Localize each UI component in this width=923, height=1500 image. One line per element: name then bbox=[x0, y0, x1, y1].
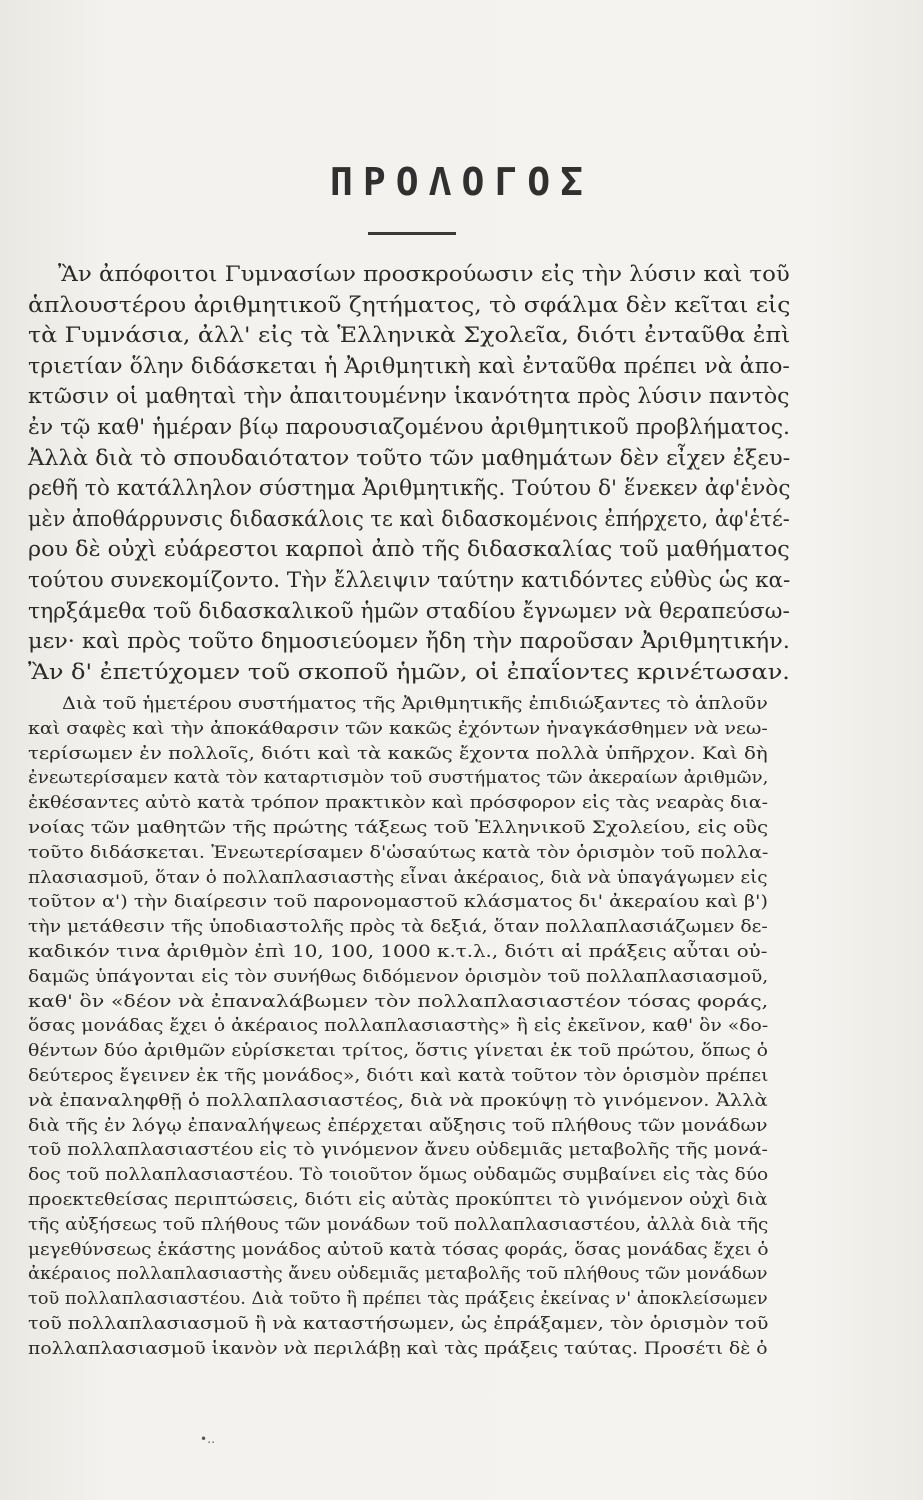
text-line: θέντων δύο ἀριθμῶν εὑρίσκεται τρίτος, ὅστις γίνεται ἐκ τοῦ πρώτου, ὅπως ὁ bbox=[28, 1041, 768, 1062]
text-line: τηρξάμεθα τοῦ διδασκαλικοῦ ἡμῶν σταδίου ἔγνωμεν νὰ θεραπεύσω- bbox=[28, 598, 790, 624]
text-line: ἐν τῷ καθ' ἡμέραν βίῳ παρουσιαζομένου ἀριθμητικοῦ προβλήματος. bbox=[28, 415, 791, 440]
text-line: μεγεθύνσεως ἑκάστης μονάδος αὐτοῦ κατὰ τόσας φοράς, ὅσας μονάδας ἔχει ὁ bbox=[28, 1239, 769, 1260]
text-line: Ἂν ἀπόφοιτοι Γυμνασίων προσκρούωσιν εἰς τὴν λύσιν καὶ τοῦ bbox=[58, 262, 790, 287]
text-line: τοῦτον α') τὴν διαίρεσιν τοῦ παρονομαστοῦ κλάσματος δι' ἀκεραίου καὶ β') bbox=[28, 892, 768, 913]
text-line: καὶ σαφὲς καὶ τὴν ἀποκάθαρσιν τῶν κακῶς ἐχόντων ἠναγκάσθημεν νὰ νεω- bbox=[28, 718, 768, 739]
text-line: ἐκθέσαντες αὐτὸ κατὰ τρόπον πρακτικὸν καὶ πρόσφορον εἰς τὰς νεαρὰς δια- bbox=[28, 793, 768, 814]
text-line: δος τοῦ πολλαπλασιαστέου. Τὸ τοιοῦτον ὅμως οὐδαμῶς συμβαίνει εἰς τὰς δύο bbox=[28, 1165, 769, 1186]
text-line: ἀκέραιος πολλαπλασιαστὴς ἄνευ οὐδεμιᾶς μεταβολῆς τοῦ πλήθους τῶν μονάδων bbox=[28, 1264, 768, 1285]
text-line: Ἀλλὰ διὰ τὸ σπουδαιότατον τοῦτο τῶν μαθημάτων δὲν εἶχεν ἐξευ- bbox=[28, 445, 791, 471]
text-line: καθ' ὃν «δέον νὰ ἐπαναλάβωμεν τὸν πολλαπλασιαστέον τόσας φοράς, bbox=[28, 991, 769, 1012]
text-line: τοῦ πολλαπλασιαστέου. Διὰ τοῦτο ἢ πρέπει τὰς πράξεις ἐκείνας ν' ἀποκλείσωμεν bbox=[28, 1289, 768, 1310]
text-line: μεν· καὶ πρὸς τοῦτο δημοσιεύομεν ἤδη τὴν παροῦσαν Ἀριθμητικήν. bbox=[28, 629, 790, 655]
text-line: τερίσωμεν ἐν πολλοῖς, διότι καὶ τὰ κακῶς ἔχοντα πολλὰ ὑπῆρχον. Καὶ δὴ bbox=[28, 743, 768, 764]
text-line: ἁπλουστέρου ἀριθμητικοῦ ζητήματος, τὸ σφάλμα δὲν κεῖται εἰς bbox=[28, 292, 791, 318]
text-line: τούτου συνεκομίζοντο. Τὴν ἔλλειψιν ταύτην κατιδόντες εὐθὺς ὡς κα- bbox=[28, 568, 791, 593]
text-line: ρου δὲ οὐχὶ εὐάρεστοι καρποὶ ἀπὸ τῆς διδασκαλίας τοῦ μαθήματος bbox=[28, 537, 790, 563]
page-title: ΠΡΟΛΟΓΟΣ bbox=[329, 160, 594, 204]
text-line: προεκτεθείσας περιπτώσεις, διότι εἰς αὐτὰς προκύπτει τὸ γινόμενον οὐχὶ διὰ bbox=[28, 1190, 768, 1210]
text-line: Διὰ τοῦ ἡμετέρου συστήματος τῆς Ἀριθμητικῆς ἐπιδιώξαντες τὸ ἁπλοῦν bbox=[62, 694, 768, 714]
ink-smudge: •‥ bbox=[200, 1432, 216, 1446]
text-line: τὰ Γυμνάσια, ἀλλ' εἰς τὰ Ἑλληνικὰ Σχολεῖα, διότι ἐνταῦθα ἐπὶ bbox=[28, 323, 791, 349]
text-line: ρεθῆ τὸ κατάλληλον σύστημα Ἀριθμητικῆς. Τούτου δ' ἕνεκεν ἀφ'ἑνὸς bbox=[28, 476, 791, 502]
text-line: τοῦ πολλαπλασιασμοῦ ἢ νὰ καταστήσωμεν, ὡς ἐπράξαμεν, τὸν ὁρισμὸν τοῦ bbox=[28, 1314, 769, 1334]
text-line: μὲν ἀποθάρρυνσις διδασκάλοις τε καὶ διδασκομένοις ἐπήρχετο, ἀφ'ἑτέ- bbox=[28, 506, 790, 532]
title-rule bbox=[368, 232, 456, 235]
text-line: Ἂν δ' ἐπετύχομεν τοῦ σκοποῦ ἡμῶν, οἱ ἐπαΐοντες κρινέτωσαν. bbox=[28, 659, 790, 685]
text-line: δαμῶς ὑπάγονται εἰς τὸν συνήθως διδόμενον ὁρισμὸν τοῦ πολλαπλασιασμοῦ, bbox=[28, 966, 769, 987]
text-line: διὰ τῆς ἐν λόγῳ ἐπαναλήψεως ἐπέρχεται αὔξησις τοῦ πλήθους τῶν μονάδων bbox=[28, 1115, 768, 1136]
text-line: τὴν μετάθεσιν τῆς ὑποδιαστολῆς πρὸς τὰ δεξιά, ὅταν πολλαπλασιάζωμεν δε- bbox=[28, 917, 768, 938]
text-line: τοῦτο διδάσκεται. Ἐνεωτερίσαμεν δ'ὡσαύτως κατὰ τὸν ὁρισμὸν τοῦ πολλα- bbox=[28, 842, 769, 863]
text-line: πολλαπλασιασμοῦ ἱκανὸν νὰ περιλάβῃ καὶ τὰς πράξεις ταύτας. Προσέτι δὲ ὁ bbox=[28, 1338, 768, 1359]
text-line: κτῶσιν οἱ μαθηταὶ τὴν ἀπαιτουμένην ἱκανότητα πρὸς λύσιν παντὸς bbox=[28, 384, 790, 410]
text-line: ἐνεωτερίσαμεν κατὰ τὸν καταρτισμὸν τοῦ συστήματος τῶν ἀκεραίων ἀριθμῶν, bbox=[28, 768, 769, 789]
text-line: νοίας τῶν μαθητῶν τῆς πρώτης τάξεως τοῦ Ἑλληνικοῦ Σχολείου, εἰς οὓς bbox=[28, 818, 769, 838]
text-line: ὅσας μονάδας ἔχει ὁ ἀκέραιος πολλαπλασιαστὴς» ἢ εἰς ἐκεῖνον, καθ' ὃν «δο- bbox=[28, 1016, 769, 1037]
text-line: πλασιασμοῦ, ὅταν ὁ πολλαπλασιαστὴς εἶναι ἀκέραιος, διὰ νὰ ὑπαγάγωμεν εἰς bbox=[28, 867, 768, 888]
text-line: τοῦ πολλαπλασιαστέου εἰς τὸ γινόμενον ἄνευ οὐδεμιᾶς μεταβολῆς τῆς μονά- bbox=[28, 1140, 768, 1161]
text-line: νὰ ἐπαναληφθῇ ὁ πολλαπλασιαστέος, διὰ νὰ προκύψῃ τὸ γινόμενον. Ἀλλὰ bbox=[28, 1090, 768, 1111]
text-line: τῆς αὐξήσεως τοῦ πλήθους τῶν μονάδων τοῦ πολλαπλασιαστέου, ἀλλὰ διὰ τῆς bbox=[28, 1214, 769, 1235]
text-line: τριετίαν ὅλην διδάσκεται ἡ Ἀριθμητικὴ καὶ ἐνταῦθα πρέπει νὰ ἀπο- bbox=[28, 353, 790, 379]
text-line: καδικόν τινα ἀριθμὸν ἐπὶ 10, 100, 1000 κ.τ.λ., διότι αἱ πράξεις αὗται οὐ- bbox=[28, 942, 768, 962]
text-line: δεύτερος ἔγεινεν ἐκ τῆς μονάδος», διότι καὶ κατὰ τοῦτον τὸν ὁρισμὸν πρέπει bbox=[28, 1066, 769, 1086]
